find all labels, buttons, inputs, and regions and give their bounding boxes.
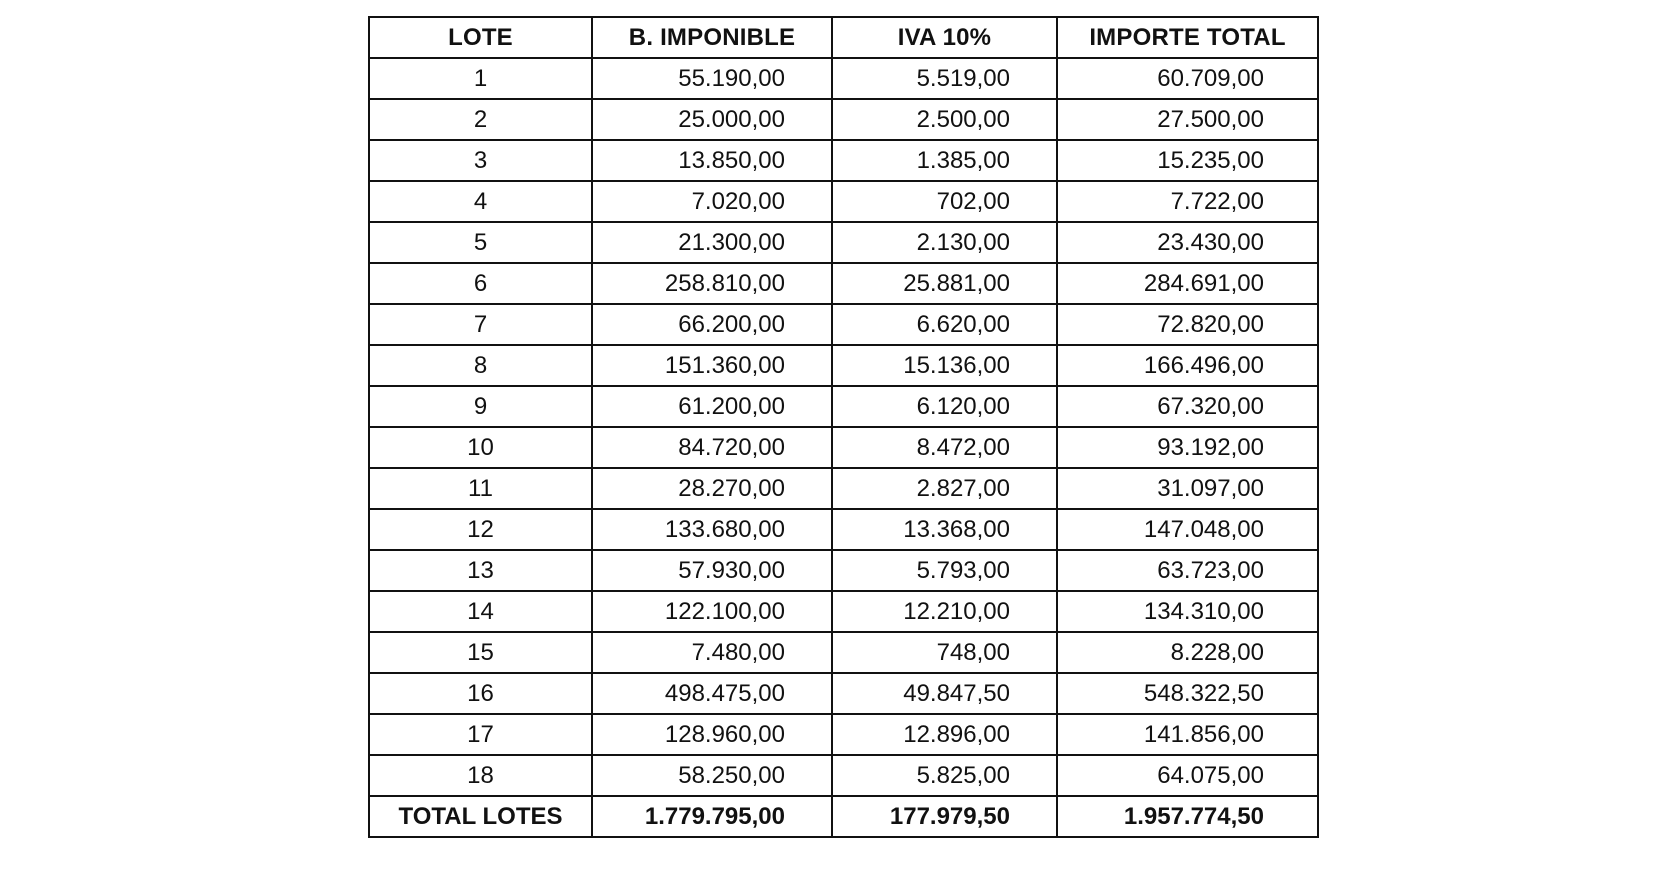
table-row xyxy=(369,345,1318,386)
total-label: TOTAL LOTES xyxy=(369,796,592,837)
cell-lote: 3 xyxy=(369,140,592,181)
header-lote: LOTE xyxy=(369,17,592,58)
cell-base-imponible: 25.000,00 xyxy=(592,99,832,140)
cell-importe-total: 27.500,00 xyxy=(1057,99,1318,140)
cell-lote: 11 xyxy=(369,468,592,509)
table-row xyxy=(369,181,1318,222)
cell-importe-total: 134.310,00 xyxy=(1057,591,1318,632)
cell-importe-total: 548.322,50 xyxy=(1057,673,1318,714)
cell-lote: 6 xyxy=(369,263,592,304)
table-row xyxy=(369,386,1318,427)
cell-base-imponible: 133.680,00 xyxy=(592,509,832,550)
cell-base-imponible: 61.200,00 xyxy=(592,386,832,427)
cell-base-imponible: 498.475,00 xyxy=(592,673,832,714)
cell-base-imponible: 128.960,00 xyxy=(592,714,832,755)
table-row xyxy=(369,140,1318,181)
header-iva: IVA 10% xyxy=(832,17,1057,58)
cell-iva: 2.500,00 xyxy=(832,99,1057,140)
header-base-imponible: B. IMPONIBLE xyxy=(592,17,832,58)
table-row xyxy=(369,468,1318,509)
total-row xyxy=(369,796,1318,837)
cell-iva: 6.620,00 xyxy=(832,304,1057,345)
lotes-table xyxy=(368,16,1319,838)
cell-importe-total: 93.192,00 xyxy=(1057,427,1318,468)
cell-base-imponible: 7.020,00 xyxy=(592,181,832,222)
total-base-imponible: 1.779.795,00 xyxy=(592,796,832,837)
cell-importe-total: 60.709,00 xyxy=(1057,58,1318,99)
cell-lote: 12 xyxy=(369,509,592,550)
table-row xyxy=(369,550,1318,591)
cell-iva: 25.881,00 xyxy=(832,263,1057,304)
cell-lote: 9 xyxy=(369,386,592,427)
cell-importe-total: 7.722,00 xyxy=(1057,181,1318,222)
cell-iva: 5.825,00 xyxy=(832,755,1057,796)
cell-importe-total: 23.430,00 xyxy=(1057,222,1318,263)
cell-importe-total: 72.820,00 xyxy=(1057,304,1318,345)
cell-base-imponible: 28.270,00 xyxy=(592,468,832,509)
cell-iva: 8.472,00 xyxy=(832,427,1057,468)
cell-base-imponible: 84.720,00 xyxy=(592,427,832,468)
cell-base-imponible: 258.810,00 xyxy=(592,263,832,304)
cell-base-imponible: 58.250,00 xyxy=(592,755,832,796)
cell-base-imponible: 55.190,00 xyxy=(592,58,832,99)
cell-importe-total: 31.097,00 xyxy=(1057,468,1318,509)
cell-lote: 18 xyxy=(369,755,592,796)
table-row xyxy=(369,591,1318,632)
table-body xyxy=(369,58,1318,796)
cell-iva: 2.130,00 xyxy=(832,222,1057,263)
cell-importe-total: 166.496,00 xyxy=(1057,345,1318,386)
cell-iva: 15.136,00 xyxy=(832,345,1057,386)
cell-iva: 1.385,00 xyxy=(832,140,1057,181)
cell-importe-total: 67.320,00 xyxy=(1057,386,1318,427)
table-row xyxy=(369,99,1318,140)
table-row xyxy=(369,673,1318,714)
cell-base-imponible: 21.300,00 xyxy=(592,222,832,263)
cell-iva: 12.210,00 xyxy=(832,591,1057,632)
cell-base-imponible: 57.930,00 xyxy=(592,550,832,591)
cell-lote: 10 xyxy=(369,427,592,468)
cell-lote: 16 xyxy=(369,673,592,714)
cell-base-imponible: 122.100,00 xyxy=(592,591,832,632)
cell-base-imponible: 7.480,00 xyxy=(592,632,832,673)
table-row xyxy=(369,714,1318,755)
cell-lote: 17 xyxy=(369,714,592,755)
table-row xyxy=(369,632,1318,673)
cell-lote: 1 xyxy=(369,58,592,99)
table-row xyxy=(369,304,1318,345)
cell-iva: 6.120,00 xyxy=(832,386,1057,427)
table-row xyxy=(369,222,1318,263)
cell-iva: 2.827,00 xyxy=(832,468,1057,509)
cell-lote: 15 xyxy=(369,632,592,673)
cell-base-imponible: 66.200,00 xyxy=(592,304,832,345)
cell-importe-total: 147.048,00 xyxy=(1057,509,1318,550)
cell-importe-total: 284.691,00 xyxy=(1057,263,1318,304)
cell-iva: 5.793,00 xyxy=(832,550,1057,591)
table-row xyxy=(369,58,1318,99)
cell-importe-total: 64.075,00 xyxy=(1057,755,1318,796)
cell-importe-total: 63.723,00 xyxy=(1057,550,1318,591)
cell-importe-total: 141.856,00 xyxy=(1057,714,1318,755)
total-iva: 177.979,50 xyxy=(832,796,1057,837)
cell-importe-total: 8.228,00 xyxy=(1057,632,1318,673)
cell-lote: 14 xyxy=(369,591,592,632)
total-importe: 1.957.774,50 xyxy=(1057,796,1318,837)
table-row xyxy=(369,427,1318,468)
cell-lote: 7 xyxy=(369,304,592,345)
cell-lote: 4 xyxy=(369,181,592,222)
cell-lote: 2 xyxy=(369,99,592,140)
cell-iva: 12.896,00 xyxy=(832,714,1057,755)
cell-iva: 5.519,00 xyxy=(832,58,1057,99)
cell-base-imponible: 151.360,00 xyxy=(592,345,832,386)
cell-iva: 49.847,50 xyxy=(832,673,1057,714)
cell-base-imponible: 13.850,00 xyxy=(592,140,832,181)
header-importe-total: IMPORTE TOTAL xyxy=(1057,17,1318,58)
cell-iva: 748,00 xyxy=(832,632,1057,673)
cell-lote: 8 xyxy=(369,345,592,386)
cell-importe-total: 15.235,00 xyxy=(1057,140,1318,181)
table-row xyxy=(369,755,1318,796)
cell-lote: 5 xyxy=(369,222,592,263)
cell-iva: 13.368,00 xyxy=(832,509,1057,550)
table-row xyxy=(369,263,1318,304)
cell-iva: 702,00 xyxy=(832,181,1057,222)
header-row xyxy=(369,17,1318,58)
table-row xyxy=(369,509,1318,550)
cell-lote: 13 xyxy=(369,550,592,591)
